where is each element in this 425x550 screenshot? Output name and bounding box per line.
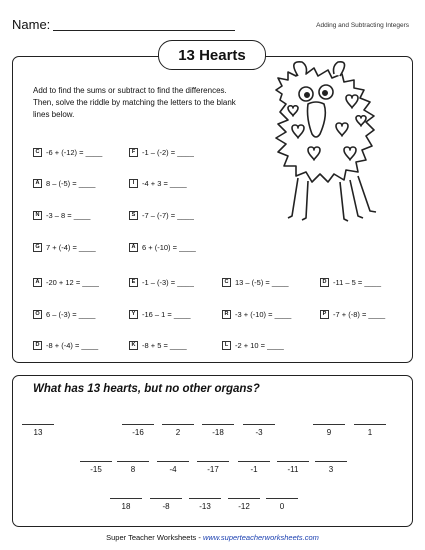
answer-blank[interactable] — [313, 424, 345, 437]
monster-leg — [288, 178, 298, 218]
name-field-line[interactable] — [53, 30, 235, 31]
problem-item — [33, 211, 90, 220]
problem-letter: A — [129, 243, 138, 252]
problem-letter: P — [320, 310, 329, 319]
blank-number: -8 — [162, 502, 170, 511]
monster-ear — [334, 62, 345, 76]
problem-letter: K — [129, 341, 138, 350]
blank-number: 8 — [130, 465, 136, 474]
monster-leg — [358, 176, 376, 212]
riddle-question: What has 13 hearts, but no other organs? — [33, 383, 260, 395]
problem-item — [129, 278, 194, 287]
problem-expression[interactable]: -16 – 1 = ____ — [142, 310, 191, 319]
problem-expression[interactable]: 13 – (-5) = ____ — [235, 278, 289, 287]
problem-item — [129, 341, 187, 350]
blank-number: -1 — [250, 465, 258, 474]
problem-item — [129, 211, 194, 220]
problem-letter: F — [129, 148, 138, 157]
problem-letter: C — [222, 278, 231, 287]
answer-blank[interactable] — [80, 461, 112, 474]
problem-letter: S — [129, 211, 138, 220]
problem-item — [33, 310, 95, 319]
monster-illustration — [258, 56, 408, 226]
answer-blank[interactable] — [228, 498, 260, 511]
problem-letter: L — [222, 341, 231, 350]
problem-expression[interactable]: 7 + (-4) = ____ — [46, 243, 96, 252]
problem-expression[interactable]: -7 + (-8) = ____ — [333, 310, 386, 319]
answer-blank[interactable] — [197, 461, 229, 474]
blank-number: 18 — [121, 502, 131, 511]
problem-item — [222, 310, 291, 319]
problem-expression[interactable]: -3 + (-10) = ____ — [235, 310, 292, 319]
blank-number: -15 — [90, 465, 102, 474]
answer-blank[interactable] — [157, 461, 189, 474]
footer-separator: - — [196, 533, 203, 542]
problem-item — [33, 148, 102, 157]
problem-expression[interactable]: -2 + 10 = ____ — [235, 341, 284, 350]
problem-item — [129, 243, 196, 252]
problem-expression[interactable]: 6 + (-10) = ____ — [142, 243, 196, 252]
problem-letter: I — [129, 179, 138, 188]
blank-number: -11 — [287, 465, 299, 474]
answer-blank[interactable] — [315, 461, 347, 474]
name-label: Name: — [12, 17, 51, 32]
problem-item — [222, 341, 284, 350]
problem-item — [33, 278, 99, 287]
problem-item — [129, 148, 194, 157]
problem-item — [33, 341, 98, 350]
problem-letter: E — [129, 278, 138, 287]
problem-expression[interactable]: -6 + (-12) = ____ — [46, 148, 103, 157]
problem-expression[interactable]: 6 – (-3) = ____ — [46, 310, 96, 319]
monster-ear — [294, 62, 307, 76]
problem-expression[interactable]: -7 – (-7) = ____ — [142, 211, 194, 220]
answer-blank[interactable] — [110, 498, 142, 511]
blank-number: -12 — [238, 502, 250, 511]
answer-blank[interactable] — [150, 498, 182, 511]
problem-expression[interactable]: -1 – (-3) = ____ — [142, 278, 194, 287]
problem-expression[interactable]: -8 + 5 = ____ — [142, 341, 187, 350]
problem-letter: A — [33, 278, 42, 287]
instructions: Add to find the sums or subtract to find the differences. Then, solve the riddle by matching the letters to the blank lines below. — [33, 86, 236, 119]
problem-expression[interactable]: -20 + 12 = ____ — [46, 278, 99, 287]
answer-blank[interactable] — [202, 424, 234, 437]
problem-letter: D — [33, 341, 42, 350]
problem-letter: Y — [129, 310, 138, 319]
blank-number: -13 — [199, 502, 211, 511]
blank-number: 13 — [33, 428, 43, 437]
answer-blank[interactable] — [266, 498, 298, 511]
answer-blank[interactable] — [162, 424, 194, 437]
blank-number: -17 — [207, 465, 219, 474]
problem-letter: G — [33, 243, 42, 252]
answer-blank[interactable] — [189, 498, 221, 511]
blank-number: -18 — [212, 428, 224, 437]
blank-number: 0 — [279, 502, 285, 511]
worksheet-title: 13 Hearts — [158, 40, 266, 70]
problem-letter: A — [33, 179, 42, 188]
answer-blank[interactable] — [117, 461, 149, 474]
blank-number: -16 — [132, 428, 144, 437]
blank-number: -3 — [255, 428, 263, 437]
worksheet-topic: Adding and Subtracting Integers — [316, 22, 409, 29]
blank-number: 9 — [326, 428, 332, 437]
monster-pupil — [305, 93, 309, 97]
problem-expression[interactable]: -11 – 5 = ____ — [333, 278, 382, 287]
problem-item — [320, 278, 381, 287]
answer-blank[interactable] — [354, 424, 386, 437]
problem-letter: R — [222, 310, 231, 319]
answer-blank[interactable] — [243, 424, 275, 437]
problem-expression[interactable]: -8 + (-4) = ____ — [46, 341, 99, 350]
problem-letter: N — [33, 211, 42, 220]
problem-expression[interactable]: -3 – 8 = ____ — [46, 211, 91, 220]
footer-brand: Super Teacher Worksheets — [106, 533, 197, 542]
problem-expression[interactable]: 8 – (-5) = ____ — [46, 179, 96, 188]
problem-item — [33, 243, 96, 252]
problem-item — [320, 310, 385, 319]
problem-letter: D — [320, 278, 329, 287]
footer — [0, 533, 425, 542]
problem-letter: O — [33, 310, 42, 319]
blank-number: 3 — [328, 465, 334, 474]
answer-blank[interactable] — [122, 424, 154, 437]
blank-number: 2 — [175, 428, 181, 437]
answer-blank[interactable] — [238, 461, 270, 474]
footer-url-link[interactable]: www.superteacherworksheets.com — [202, 533, 319, 542]
monster-pupil — [323, 91, 327, 95]
blank-number: -4 — [169, 465, 177, 474]
problem-item — [33, 179, 95, 188]
problem-letter: C — [33, 148, 42, 157]
blank-number: 1 — [367, 428, 373, 437]
monster-leg — [340, 182, 348, 221]
problem-expression[interactable]: -4 + 3 = ____ — [142, 179, 187, 188]
answer-blank[interactable] — [22, 424, 54, 437]
problem-item — [129, 179, 187, 188]
problem-item — [129, 310, 191, 319]
problem-item — [222, 278, 289, 287]
problem-expression[interactable]: -1 – (-2) = ____ — [142, 148, 194, 157]
monster-leg — [302, 181, 308, 220]
answer-blank[interactable] — [277, 461, 309, 474]
